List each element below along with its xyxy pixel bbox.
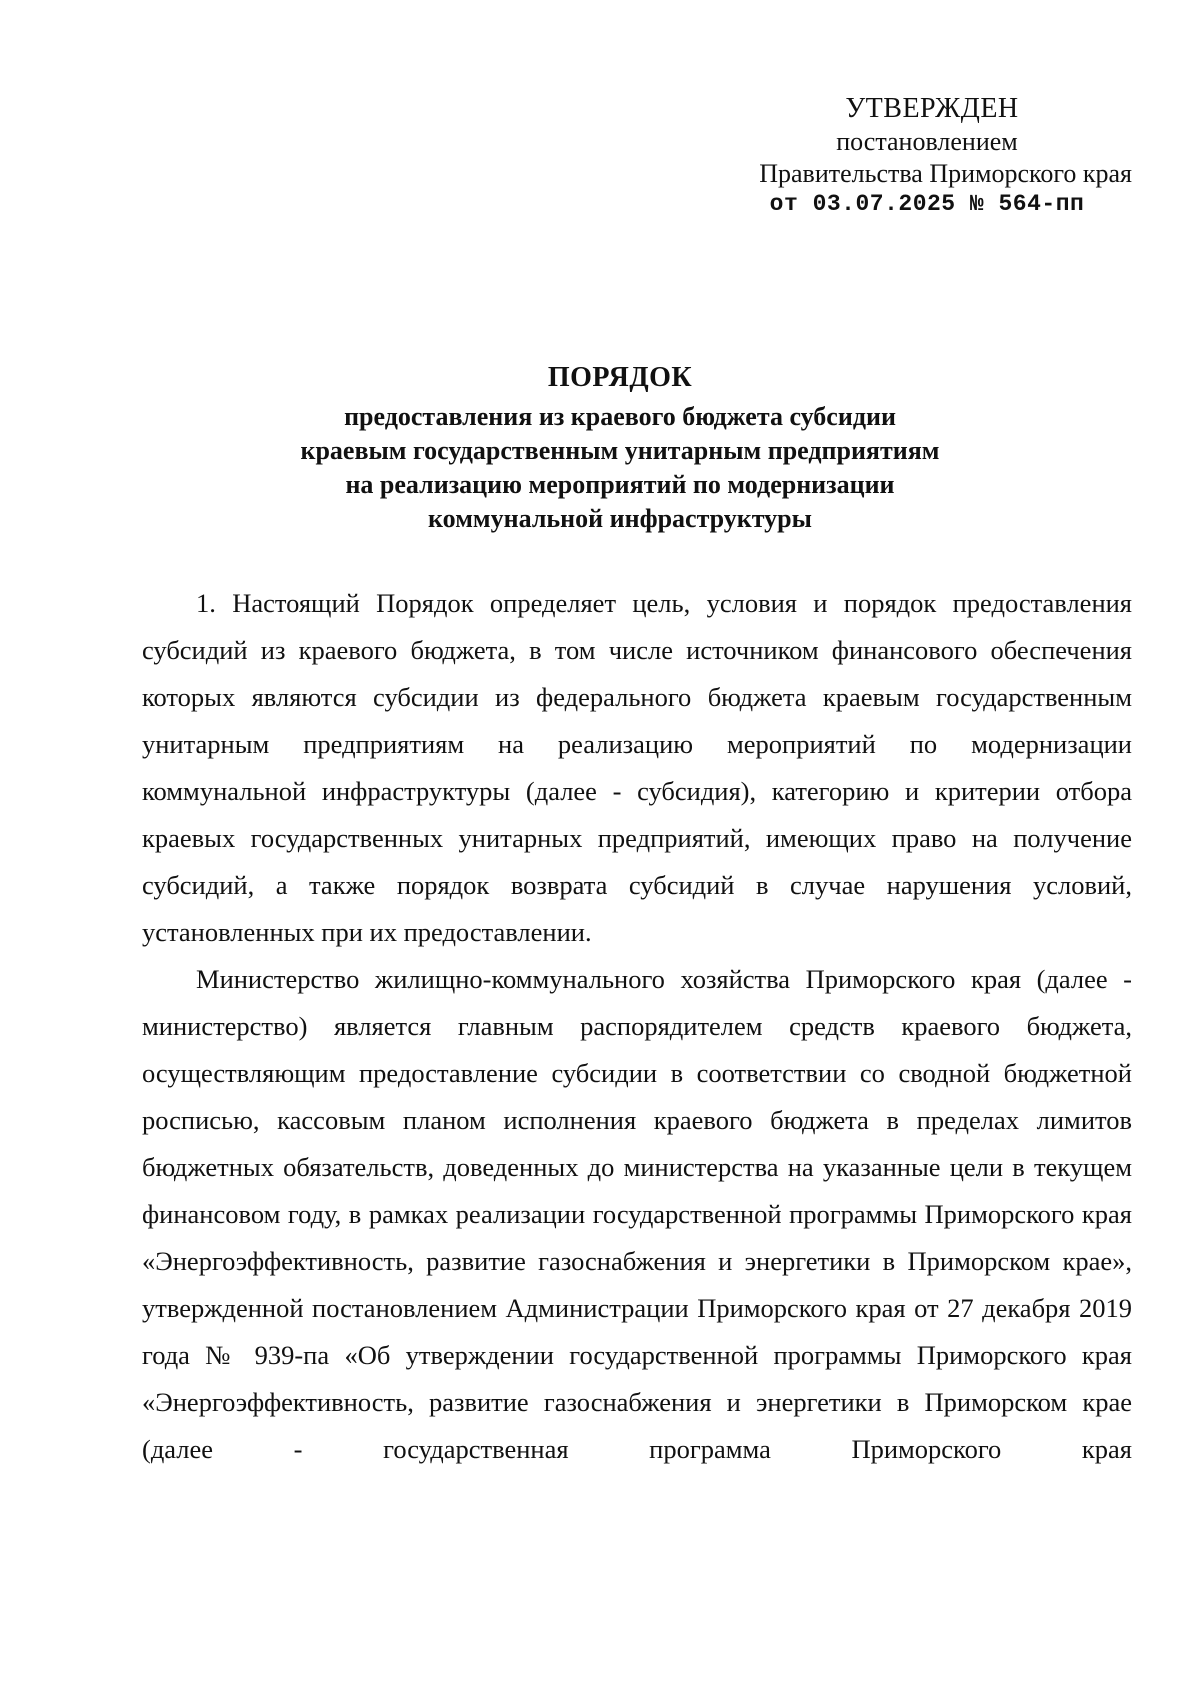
paragraph-2: Министерство жилищно-коммунального хозяйства Приморского края (далее - министерство) является главным распорядителем средств краевого бюджета, осуществляющим предоставление субсидии в соответствии со сводной бюджетной росписью, кассовым планом исполнения краевого бюджета в пределах лимитов бюджетных обязательств, доведенных до министерства на указанные цели в текущем финансовом году, в рамках реализации государственной программы Приморского края «Энергоэффективность, развитие газоснабжения и энергетики в Приморском крае», утвержденной постановлением Администрации Приморского края от 27 декабря 2019 года № 939-па «Об утверждении государственной программы Приморского края «Энергоэффективность, развитие газоснабжения и энергетики в Приморском крае (далее - государственная программа Приморского края bbox=[142, 964, 1132, 1464]
document-title-block bbox=[120, 362, 1120, 536]
approval-line-government: Правительства Приморского края bbox=[759, 158, 1132, 188]
title-line-3: на реализацию мероприятий по модернизации bbox=[345, 470, 895, 499]
document-heading: ПОРЯДОК bbox=[547, 362, 693, 393]
title-line-2: краевым государственным унитарным предприятиям bbox=[300, 436, 940, 465]
approval-date-number: от 03.07.2025 № 564-пп bbox=[769, 190, 1085, 217]
approval-line-decree: постановлением bbox=[836, 127, 1018, 157]
document-body bbox=[142, 580, 1132, 1473]
approval-word: УТВЕРЖДЕН bbox=[845, 93, 1019, 124]
approval-stamp-block bbox=[692, 92, 1132, 218]
title-line-4: коммунальной инфраструктуры bbox=[428, 504, 812, 533]
paragraph-1: 1. Настоящий Порядок определяет цель, условия и порядок предоставления субсидий из краевого бюджета, в том числе источником финансового обеспечения которых являются субсидии из федерального бюджета краевым государственным унитарным предприятиям на реализацию мероприятий по модернизации коммунальной инфраструктуры (далее - субсидия), категорию и критерии отбора краевых государственных унитарных предприятий, имеющих право на получение субсидий, а также порядок возврата субсидий в случае нарушения условий, установленных при их предоставлении. bbox=[142, 588, 1132, 947]
title-line-1: предоставления из краевого бюджета субсидии bbox=[344, 402, 896, 431]
